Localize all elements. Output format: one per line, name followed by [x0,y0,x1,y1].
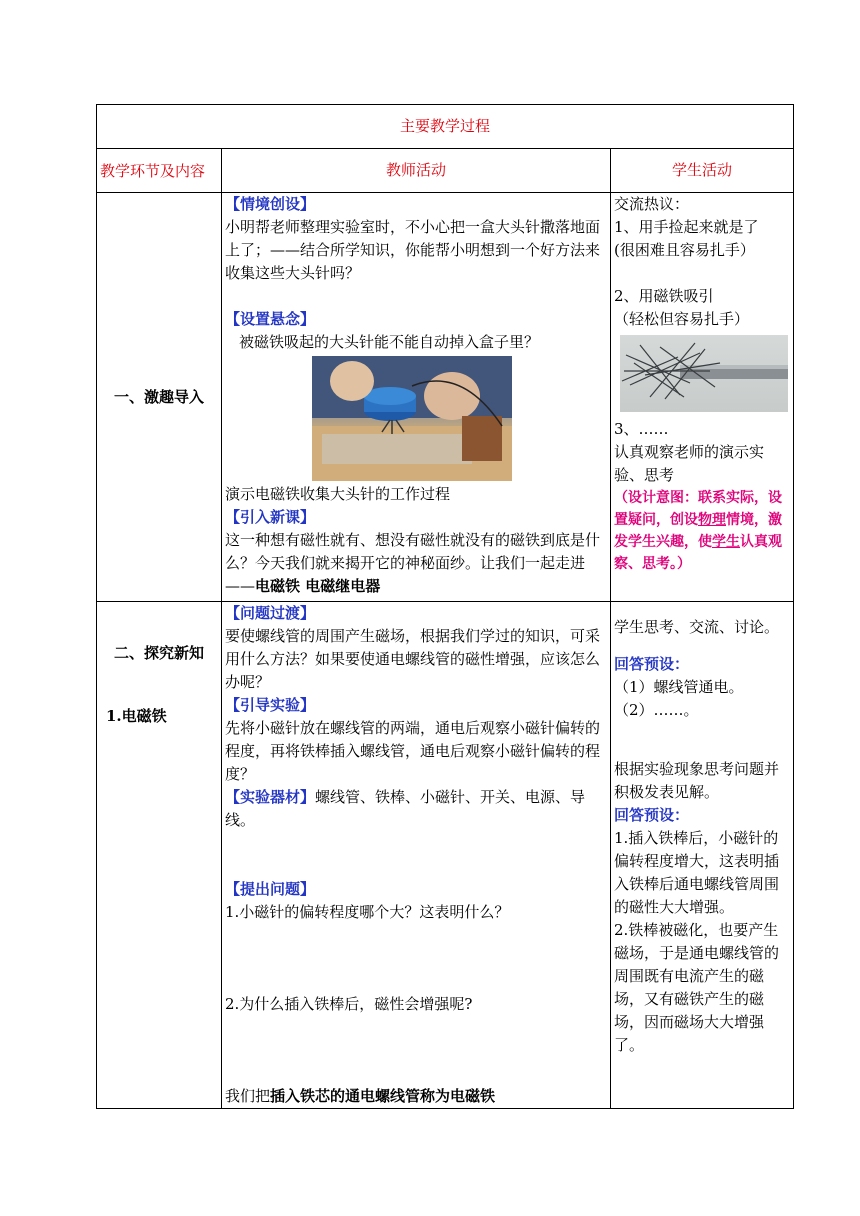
answer-2-note: （轻松但容易扎手） [614,310,750,328]
answer-1-note: (很困难且容易扎手） [614,241,755,259]
discussion-intro: 交流热议： [614,195,690,213]
header-col1 [97,149,222,193]
magnet-pins-photo [620,335,788,412]
header-col2 [222,149,611,193]
question-1: 1.小磁针的偏转程度哪个大？这表明什么？ [225,903,510,921]
subsection-title: 1.电磁铁 [106,707,167,725]
student-think-2: 根据实验现象思考问题并积极发表见解。 [614,760,780,801]
table-title-cell [97,105,794,149]
question-2: 2.为什么插入铁棒后，磁性会增强呢? [225,995,473,1013]
demo-caption: 演示电磁铁收集大头针的工作过程 [225,485,451,503]
section-cell-1 [97,193,222,602]
experiment-text: 先将小磁针放在螺线管的两端，通电后观察小磁针偏转的程度，再将铁棒插入螺线管，通电后观察小磁针偏转的程度？ [225,719,601,783]
lesson-topic: 电磁铁 电磁继电器 [255,577,381,595]
transition-text: 要使螺线管的周围产生磁场，根据我们学过的知识，可采用什么方法？如果要使通电螺线管的磁性增强，应该怎么办呢？ [225,627,601,691]
section-title-1: 一、激趣导入 [113,387,204,406]
tag-equipment: 【实验器材】 [225,788,316,806]
header-col1-label: 教学环节及内容 [100,161,206,180]
student-activity-2 [611,602,794,1109]
teacher-activity-1 [222,193,611,602]
tag-questions: 【提出问题】 [225,880,316,898]
suspense-text: 被磁铁吸起的大头针能不能自动掉入盒子里？ [239,333,540,351]
student-activity-1 [611,193,794,602]
section-title-2: 二、探究新知 [113,644,204,662]
preset-answer-2: （2）……。 [614,701,699,719]
preset-answer-3: 1.插入铁棒后，小磁针的偏转程度增大，这表明插入铁棒后通电螺线管周围的磁性大大增强。 [614,829,780,916]
scenario-text: 小明帮老师整理实验室时，不小心把一盒大头针撒落地面上了；——结合所学知识，你能帮小明想到一个好方法来收集这些大头针吗？ [225,218,601,282]
header-col2-label: 教师活动 [385,161,446,179]
electromagnet-demo-photo [312,356,512,481]
header-col3-label: 学生活动 [672,161,733,179]
new-lesson-text: 这一种想有磁性就有、想没有磁性就没有的磁铁到底是什么？今天我们就来揭开它的神秘面纱。让我们一起走进——电磁铁 电磁继电器 [225,531,601,595]
answer-3: 3、…… [614,420,669,438]
observe-text: 认真观察老师的演示实验、思考 [614,443,765,484]
tag-new-lesson: 【引入新课】 [225,508,316,526]
conclusion: 我们把插入铁芯的通电螺线管称为电磁铁 [225,1087,496,1105]
teacher-activity-2 [222,602,611,1109]
section-cell-2 [97,602,222,1109]
tag-scenario: 【情境创设】 [225,195,316,213]
table-row [97,602,794,1109]
preset-label-1: 回答预设： [614,655,690,673]
header-col3 [611,149,794,193]
answer-2: 2、用磁铁吸引 [614,287,714,305]
equipment-text: 螺线管、铁棒、小磁针、开关、电源、导线。 [225,788,586,829]
preset-answer-4: 2.铁棒被磁化，也要产生磁场，于是通电螺线管的周围既有电流产生的磁场，又有磁铁产生的磁场，因而磁场大大增强了。 [614,921,780,1054]
design-intent: （设计意图：联系实际，设置疑问，创设物理情境，激发学生兴趣，使学生认真观察、思考。） [614,490,782,572]
title-row [97,105,794,149]
tag-transition: 【问题过渡】 [225,604,316,622]
table-title: 主要教学过程 [400,117,491,135]
preset-answer-1: （1）螺线管通电。 [614,678,744,696]
lesson-plan-table [96,104,794,1109]
equipment-line [225,786,607,832]
lesson-plan-sheet [96,104,793,1109]
table-row [97,193,794,602]
tag-guided-experiment: 【引导实验】 [225,696,316,714]
tag-suspense: 【设置悬念】 [225,310,316,328]
conclusion-definition: 插入铁芯的通电螺线管称为电磁铁 [270,1087,496,1105]
student-think: 学生思考、交流、讨论。 [614,618,780,636]
header-row [97,149,794,193]
answer-1: 1、用手捡起来就是了 [614,218,759,236]
preset-label-2: 回答预设： [614,806,690,824]
